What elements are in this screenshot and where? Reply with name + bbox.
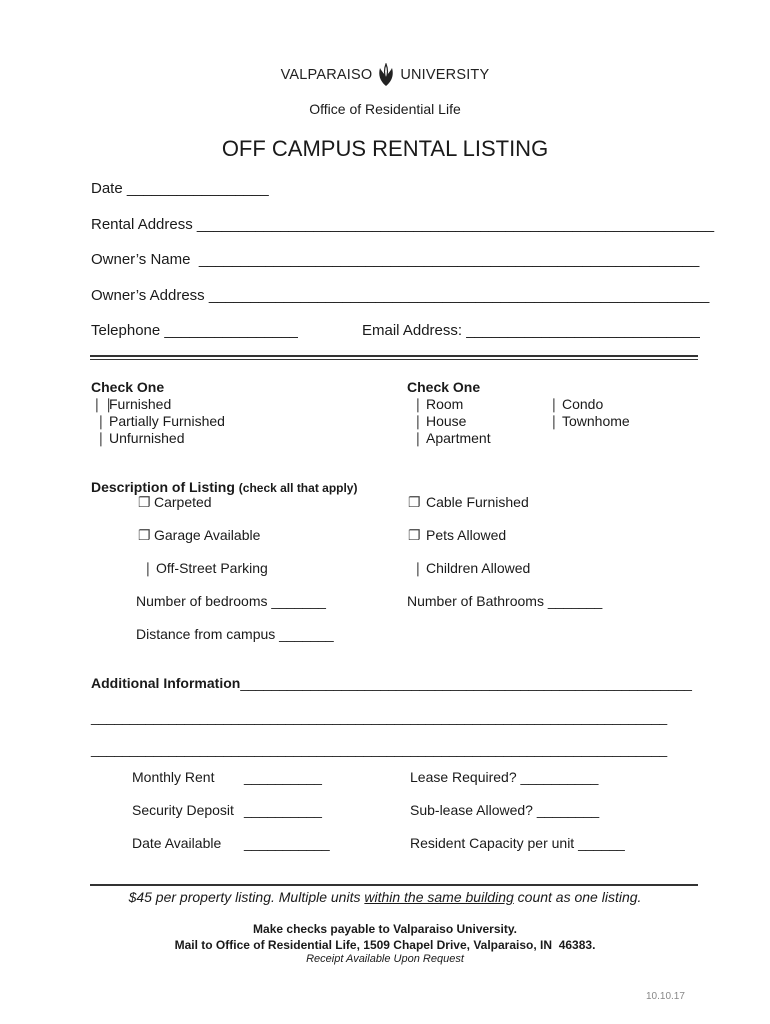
checks-payable-note: Make checks payable to Valparaiso University.: [253, 922, 517, 936]
section-divider: [90, 355, 698, 357]
receipt-note: Receipt Available Upon Request: [306, 953, 464, 965]
monthly-rent-label: Monthly Rent: [132, 769, 215, 785]
checkbox-icon[interactable]: ❐: [408, 527, 421, 543]
bedrooms-field[interactable]: Number of bedrooms _______: [136, 593, 326, 609]
feature-garage-available[interactable]: ❐ Garage Available: [138, 527, 261, 543]
furnishing-heading: Check One: [91, 379, 165, 395]
listing-fee-note: $45 per property listing. Multiple units within the same building count as one listing.: [128, 889, 642, 905]
security-deposit-label: Security Deposit: [132, 802, 234, 818]
section-divider-thin: [90, 359, 698, 360]
date-available-label: Date Available: [132, 835, 222, 851]
resident-capacity-field[interactable]: Resident Capacity per unit ______: [410, 835, 625, 851]
bathrooms-field[interactable]: Number of Bathrooms _______: [407, 593, 603, 609]
property-type-heading: Check One: [407, 379, 481, 395]
lease-required-field[interactable]: Lease Required? __________: [410, 769, 599, 785]
checkbox-icon[interactable]: ❐: [408, 494, 421, 510]
description-heading: Description of Listing (check all that apply): [91, 479, 358, 495]
option-furnished[interactable]: ❘❘Furnished: [91, 396, 172, 412]
logo-text-left: VALPARAISO: [280, 67, 373, 83]
version-code: 10.10.17: [646, 991, 685, 1002]
checkbox-icon[interactable]: ❐: [138, 527, 151, 543]
telephone-field[interactable]: Telephone ________________: [91, 322, 298, 339]
security-deposit-field[interactable]: __________: [244, 802, 322, 818]
option-townhome[interactable]: ❘ Townhome: [548, 413, 630, 429]
feature-carpeted[interactable]: ❐ Carpeted: [138, 494, 212, 510]
sublease-allowed-field[interactable]: Sub-lease Allowed? ________: [410, 802, 600, 818]
checkbox-icon[interactable]: ❘: [548, 396, 560, 412]
additional-info-field[interactable]: Additional Information__________________________________________________________: [91, 675, 692, 691]
footer-divider: [90, 884, 698, 886]
option-unfurnished[interactable]: ❘ Unfurnished: [95, 430, 185, 446]
feature-cable-furnished[interactable]: ❐ Cable Furnished: [408, 494, 529, 510]
checkbox-icon[interactable]: ❘: [548, 413, 560, 429]
additional-info-line-2[interactable]: __________________________________________________________________________: [91, 709, 668, 725]
option-apartment[interactable]: ❘ Apartment: [412, 430, 491, 446]
mailing-address-note: Mail to Office of Residential Life, 1509 Chapel Drive, Valparaiso, IN 46383.: [174, 938, 596, 952]
option-room[interactable]: ❘ Room: [412, 396, 464, 412]
checkbox-icon[interactable]: ❘: [412, 430, 424, 446]
date-available-field[interactable]: ___________: [244, 835, 330, 851]
monthly-rent-field[interactable]: __________: [244, 769, 322, 785]
additional-info-line-3[interactable]: __________________________________________________________________________: [91, 741, 668, 757]
owner-name-field[interactable]: Owner’s Name ____________________________________________________________: [91, 251, 700, 268]
feature-children-allowed[interactable]: ❘ Children Allowed: [412, 560, 531, 576]
checkbox-icon[interactable]: ❘: [95, 430, 107, 446]
page-title: OFF CAMPUS RENTAL LISTING: [221, 136, 549, 161]
logo-text-right: UNIVERSITY: [400, 67, 490, 83]
date-field[interactable]: Date _________________: [91, 180, 269, 197]
checkbox-icon[interactable]: ❘: [142, 560, 154, 576]
office-name: Office of Residential Life: [309, 101, 461, 117]
email-field[interactable]: Email Address: ____________________________: [362, 322, 700, 339]
feature-pets-allowed[interactable]: ❐ Pets Allowed: [408, 527, 507, 543]
checkbox-icon[interactable]: ❘: [412, 413, 424, 429]
checkbox-icon[interactable]: ❘: [412, 396, 424, 412]
checkbox-icon[interactable]: ❘: [412, 560, 424, 576]
rental-address-field[interactable]: Rental Address ______________________________________________________________: [91, 216, 715, 233]
option-house[interactable]: ❘ House: [412, 413, 467, 429]
option-partially-furnished[interactable]: ❘ Partially Furnished: [95, 413, 225, 429]
option-condo[interactable]: ❘ Condo: [548, 396, 604, 412]
university-logo: [0, 60, 770, 90]
checkbox-icon[interactable]: ❘: [95, 413, 107, 429]
feature-off-street-parking[interactable]: ❘ Off-Street Parking: [142, 560, 268, 576]
distance-field[interactable]: Distance from campus _______: [136, 626, 334, 642]
owner-address-field[interactable]: Owner’s Address ____________________________________________________________: [91, 287, 710, 304]
checkbox-icon[interactable]: ❘❘: [91, 396, 115, 412]
torch-flame-icon: [376, 63, 396, 87]
checkbox-icon[interactable]: ❐: [138, 494, 151, 510]
